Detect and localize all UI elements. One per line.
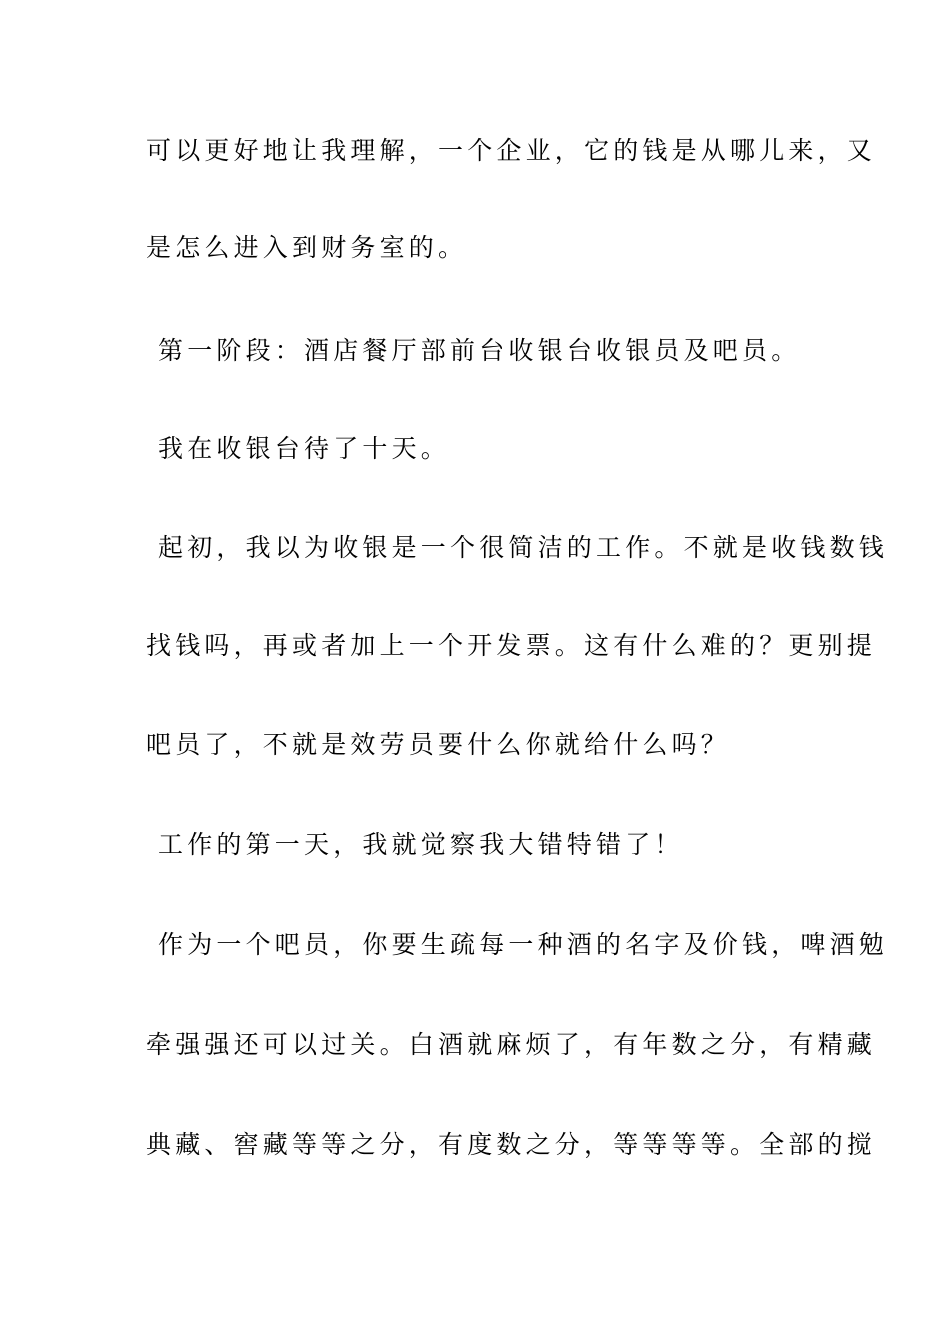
- text-line-8: 工作的第一天，我就觉察我大错特错了！: [158, 830, 684, 859]
- text-line-10: 牵强强还可以过关。白酒就麻烦了，有年数之分，有精藏: [146, 1030, 877, 1059]
- text-line-4: 我在收银台待了十天。: [158, 434, 451, 463]
- text-line-11: 典藏、窖藏等等之分，有度数之分，等等等等。全部的搅: [146, 1130, 877, 1159]
- text-line-7: 吧员了，不就是效劳员要什么你就给什么吗？: [146, 730, 731, 759]
- text-line-9: 作为一个吧员，你要生疏每一种酒的名字及价钱，啤酒勉: [158, 930, 889, 959]
- text-line-6: 找钱吗，再或者加上一个开发票。这有什么难的？更别提: [146, 631, 877, 660]
- text-line-2: 是怎么进入到财务室的。: [146, 233, 468, 262]
- text-line-3: 第一阶段：酒店餐厅部前台收银台收银员及吧员。: [158, 336, 801, 365]
- text-line-5: 起初，我以为收银是一个很简洁的工作。不就是收钱数钱: [158, 533, 889, 562]
- text-line-1: 可以更好地让我理解，一个企业，它的钱是从哪儿来，又: [146, 136, 877, 165]
